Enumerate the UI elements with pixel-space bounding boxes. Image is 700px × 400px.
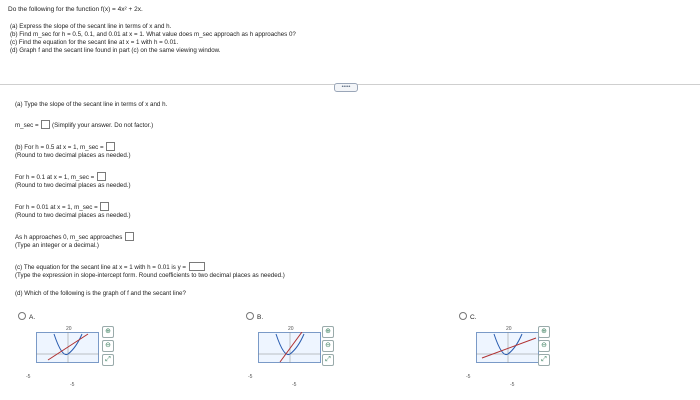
problem-intro: Do the following for the function f(x) = 4x² + 2x. [8, 6, 143, 13]
zoom-out-icon[interactable]: ⊖ [322, 340, 334, 352]
graph-a-y-bottom-tick: -5 [70, 382, 75, 388]
part-b-hint-1: (Round to two decimal places as needed.) [15, 152, 131, 159]
part-b-row-2 [15, 172, 106, 182]
part-a-row [15, 120, 153, 130]
part-b-answer-box-4[interactable] [125, 232, 134, 241]
zoom-in-icon[interactable]: ⊕ [102, 326, 114, 338]
option-b-radio[interactable] [246, 312, 254, 320]
expand-icon[interactable]: ⤢ [102, 354, 114, 366]
option-c[interactable] [459, 312, 477, 321]
part-b-answer-box-2[interactable] [97, 172, 106, 181]
graph-b [250, 322, 360, 392]
zoom-in-icon[interactable]: ⊕ [322, 326, 334, 338]
zoom-out-icon[interactable]: ⊖ [538, 340, 550, 352]
part-b-answer-box-1[interactable] [106, 142, 115, 151]
part-b-hint-4: (Type an integer or a decimal.) [15, 242, 99, 249]
graph-c-y-bottom-tick: -5 [510, 382, 515, 388]
graph-c-x-left-tick: -5 [466, 374, 471, 380]
graph-b-y-top-tick: 20 [288, 326, 294, 332]
graph-a-plot [36, 332, 106, 372]
option-a-radio[interactable] [18, 312, 26, 320]
part-b-row-4 [15, 232, 134, 242]
graph-b-plot [258, 332, 328, 372]
part-a-title: (a) Type the slope of the secant line in terms of x and h. [15, 101, 168, 108]
graph-a-y-top-tick: 20 [66, 326, 72, 332]
part-b-prompt-3: For h = 0.01 at x = 1, m_sec = [15, 204, 98, 211]
zoom-in-icon[interactable]: ⊕ [538, 326, 550, 338]
task-a: (a) Express the slope of the secant line in terms of x and h. [10, 23, 172, 30]
part-a-prompt: m_sec = [15, 122, 39, 129]
part-c-row [15, 262, 205, 272]
part-b-hint-3: (Round to two decimal places as needed.) [15, 212, 131, 219]
part-b-prompt-1: (b) For h = 0.5 at x = 1, m_sec = [15, 144, 104, 151]
zoom-out-icon[interactable]: ⊖ [102, 340, 114, 352]
option-b[interactable] [246, 312, 263, 321]
part-b-prompt-2: For h = 0.1 at x = 1, m_sec = [15, 174, 95, 181]
part-c-answer-box[interactable] [189, 262, 205, 271]
part-b-row-3 [15, 202, 109, 212]
part-d-question: (d) Which of the following is the graph of f and the secant line? [15, 290, 186, 297]
part-b-hint-2: (Round to two decimal places as needed.) [15, 182, 131, 189]
graph-a [28, 322, 138, 392]
part-b-row-1 [15, 142, 115, 152]
part-a-answer-box[interactable] [41, 120, 50, 129]
option-a[interactable] [18, 312, 35, 321]
option-c-radio[interactable] [459, 312, 467, 320]
option-c-label: C. [470, 314, 477, 321]
expand-icon[interactable]: ⤢ [538, 354, 550, 366]
task-c: (c) Find the equation for the secant line at x = 1 with h = 0.01. [10, 39, 179, 46]
part-c-hint: (Type the expression in slope-intercept form. Round coefficients to two decimal places as needed.) [15, 272, 285, 279]
part-c-prompt: (c) The equation for the secant line at x = 1 with h = 0.01 is y = [15, 264, 186, 271]
graph-a-x-left-tick: -5 [26, 374, 31, 380]
part-b-prompt-4: As h approaches 0, m_sec approaches [15, 234, 123, 241]
graph-c [468, 322, 578, 392]
part-a-hint: (Simplify your answer. Do not factor.) [52, 122, 154, 129]
graph-c-plot [476, 332, 546, 372]
task-b: (b) Find m_sec for h = 0.5, 0.1, and 0.01 at x = 1. What value does m_sec approach as h approaches 0? [10, 31, 296, 38]
option-b-label: B. [257, 314, 264, 321]
graph-b-y-bottom-tick: -5 [292, 382, 297, 388]
expand-icon[interactable]: ⤢ [322, 354, 334, 366]
part-b-answer-box-3[interactable] [100, 202, 109, 211]
graph-c-y-top-tick: 20 [506, 326, 512, 332]
expand-more-button[interactable]: ••••• [334, 83, 358, 92]
option-a-label: A. [29, 314, 36, 321]
graph-b-x-left-tick: -5 [248, 374, 253, 380]
task-d: (d) Graph f and the secant line found in part (c) on the same viewing window. [10, 47, 221, 54]
